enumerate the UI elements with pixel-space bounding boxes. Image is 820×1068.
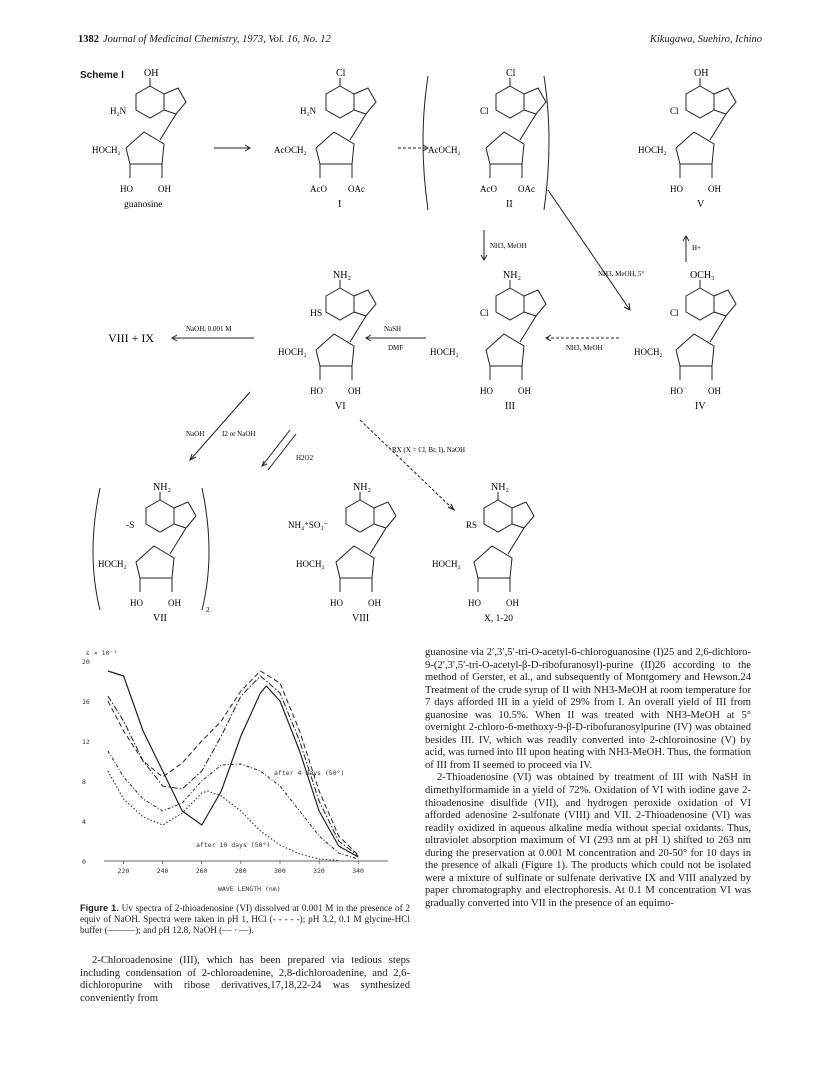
label-I: I [338, 199, 342, 210]
x-tick-label: 220 [117, 867, 130, 875]
paragraph-thioadenosine: 2-Thioadenosine (VI) was obtained by treatment of III with NaSH in dimethylformamide in a yield of 72%. Oxidation of VI with iodine gave 2-thioadenosine disulfide (VII), and hydrogen peroxide oxidation of VI afforded adenosine 2-sulfonate (VIII) and VII. 2-Thioadenosine (VI) was readily oxidized in aqueous alkaline media without special oxidants. Thus, ultraviolet absorption maximum of VI (293 nm at pH 1) shifted to 263 nm during the preservation at 0.001 M concentration and 20-50° for 10 days in the presence of alkali (Figure 1). The products which could not be isolated were a mixture of sulfinate or sulfenate derivative IX and VIII analyzed by paper chromatography and electrophoresis. At 0.1 M concentration VI was gradually converted into VII in the presence of an equimo- [425, 772, 751, 909]
reagent-dmf: DMF [388, 344, 404, 352]
svg-text:OH: OH [168, 598, 181, 608]
annotation-10-days: after 10 days (50°) [196, 841, 271, 849]
y-tick-label: 0 [82, 858, 86, 866]
x-tick-label: 240 [156, 867, 169, 875]
label-VII: VII [153, 613, 167, 624]
y-tick-label: 20 [82, 658, 90, 666]
spectrum-line-2 [108, 676, 358, 856]
x-tick-label: 260 [195, 867, 208, 875]
svg-text:AcO: AcO [480, 184, 497, 194]
scheme-title: Scheme I [80, 70, 124, 81]
figure-caption [80, 903, 410, 936]
svg-text:HOCH₂: HOCH₂ [92, 145, 121, 155]
y-tick-label: 16 [82, 698, 90, 706]
svg-text:H₂N: H₂N [110, 106, 127, 116]
svg-text:HO: HO [130, 598, 143, 608]
svg-text:OH: OH [518, 386, 531, 396]
x-tick-label: 300 [274, 867, 286, 875]
running-header-authors: Kikugawa, Suehiro, Ichino [649, 34, 762, 45]
svg-text:Cl: Cl [336, 68, 346, 79]
svg-text:OAc: OAc [348, 184, 365, 194]
x-tick-label: 280 [234, 867, 247, 875]
svg-text:Cl: Cl [670, 308, 679, 318]
svg-text:HOCH₂: HOCH₂ [634, 347, 663, 357]
spectrum-line-1 [108, 671, 358, 855]
svg-text:HOCH₂: HOCH₂ [98, 559, 127, 569]
svg-text:OH: OH [368, 598, 381, 608]
label-guanosine: guanosine [124, 200, 163, 210]
svg-text:AcOCH₂: AcOCH₂ [428, 145, 461, 155]
svg-text:OH: OH [158, 184, 171, 194]
label-VIII: VIII [352, 613, 370, 624]
reagent-i2-naoh: I2 or NaOH [222, 430, 256, 438]
svg-text:Cl: Cl [480, 308, 489, 318]
reagent-nash: NaSH [384, 325, 402, 333]
paragraph-synthesis: guanosine via 2′,3′,5′-tri-O-acetyl-6-chloroguanosine (I)25 and 2,6-dichloro-9-(2′,3′,5′-tri-O-acetyl-β-D-ribofuranosyl)-purine (II)26 according to the method of Gerster, et al., and subsequently of Montgomery and Hewson.24 Treatment of the crude syrup of II with NH3-MeOH at room temperature for 7 days afforded III in a yield of 29% from I. An overall yield of III from guanosine was 10.5%. When II was treated with NH3-MeOH at 5° overnight 2-chloro-6-methoxy-9-β-D-ribofuranosylpurine (IV) was obtained besides III. IV, which was readily converted into 2-chloroinosine (V) by acid, was turned into III upon heating with NH3-MeOH. Thus, the formation of III from II seemed to proceed via IV. [425, 647, 751, 771]
svg-text:HO: HO [670, 184, 683, 194]
svg-text:NH₂: NH₂ [153, 482, 171, 493]
y-tick-label: 12 [82, 738, 90, 746]
svg-text:NH₂: NH₂ [333, 270, 351, 281]
svg-text:HOCH₂: HOCH₂ [278, 347, 307, 357]
svg-text:HOCH₂: HOCH₂ [430, 347, 459, 357]
label-VI: VI [335, 401, 346, 412]
svg-text:HO: HO [468, 598, 481, 608]
svg-text:HOCH₂: HOCH₂ [432, 559, 461, 569]
svg-text:-S: -S [126, 521, 135, 531]
svg-text:Cl: Cl [480, 106, 489, 116]
figure-caption-text: Uv spectra of 2-thioadenosine (VI) dissolved at 0.001 M in the presence of 2 equiv of NaOH. Spectra were taken in pH 1, HCl (- - - - -); pH 3.2, 0.1 M glycine-HCl buffer (———); and pH 12.8, NaOH (— · —). [80, 903, 411, 935]
text-column-left [80, 955, 410, 1005]
label-X: X, 1-20 [484, 614, 514, 624]
svg-text:NH₂: NH₂ [353, 482, 371, 493]
text-column-right [425, 647, 751, 910]
label-V: V [697, 199, 705, 210]
reagent-h2o2: H2O2 [296, 454, 314, 462]
paragraph-chloroadenosine: 2-Chloroadenosine (III), which has been prepared via tedious steps including condensation of 2-chloroadenine, 2,8-dichloroadenine, and 2,6-dichloropurine with ribose derivatives,17,18,22-24 was synthesized conveniently from [80, 955, 410, 1004]
svg-text:Cl: Cl [506, 68, 516, 79]
svg-text:HO: HO [670, 386, 683, 396]
x-tick-label: 340 [352, 867, 364, 875]
svg-text:2: 2 [206, 606, 210, 614]
svg-text:HOCH₂: HOCH₂ [638, 145, 667, 155]
reagent-rx: RX (X = Cl, Br, I), NaOH [392, 446, 466, 454]
products-VIII-IX: VIII + IX [108, 331, 155, 345]
svg-text:OH: OH [506, 598, 519, 608]
svg-text:AcO: AcO [310, 184, 327, 194]
label-IV: IV [695, 401, 706, 412]
page-number: 1382 [78, 34, 99, 45]
svg-text:OH: OH [708, 184, 721, 194]
svg-text:OH: OH [708, 386, 721, 396]
y-tick-label: 4 [82, 818, 86, 826]
svg-text:HO: HO [310, 386, 323, 396]
svg-text:HO: HO [480, 386, 493, 396]
annotation-4-days: after 4 days (50°) [274, 769, 345, 777]
svg-text:Cl: Cl [670, 106, 679, 116]
svg-text:HO: HO [120, 184, 133, 194]
figure-label: Figure 1. [80, 903, 119, 913]
journal-title: Journal of Medicinal Chemistry, 1973, Vol. 16, No. 12 [103, 34, 331, 45]
svg-text:NH₄⁺SO₃⁻: NH₄⁺SO₃⁻ [288, 520, 329, 530]
reagent-naoh-001: NaOH, 0.001 M [186, 325, 232, 333]
svg-text:HS: HS [310, 309, 323, 319]
y-axis-label: ε × 10⁻³ [86, 649, 118, 657]
svg-text:HOCH₂: HOCH₂ [296, 559, 325, 569]
svg-text:OH: OH [348, 386, 361, 396]
reagent-h-plus: H+ [692, 244, 702, 252]
uv-spectra-chart [78, 647, 418, 897]
svg-text:OAc: OAc [518, 184, 535, 194]
label-III: III [505, 401, 515, 412]
label-II: II [506, 199, 513, 210]
svg-text:NH₂: NH₂ [503, 270, 521, 281]
svg-text:H₂N: H₂N [300, 106, 317, 116]
reagent-nh3-meoh-5: NH3, MeOH, 5° [598, 270, 645, 278]
svg-text:AcOCH₂: AcOCH₂ [274, 145, 307, 155]
svg-text:OH: OH [144, 68, 159, 79]
svg-text:RS: RS [466, 520, 478, 530]
reagent-nh3-meoh-b: NH3, MeOH [566, 344, 603, 352]
svg-text:NH₂: NH₂ [491, 482, 509, 493]
reagent-nh3-meoh: NH3, MeOH [490, 242, 527, 250]
x-tick-label: 320 [313, 867, 325, 875]
reagent-naoh: NaOH [186, 430, 205, 438]
svg-text:OCH₃: OCH₃ [690, 270, 715, 281]
svg-text:HO: HO [330, 598, 343, 608]
svg-text:OH: OH [694, 68, 709, 79]
x-axis-label: WAVE LENGTH (nm) [218, 885, 281, 893]
y-tick-label: 8 [82, 778, 86, 786]
